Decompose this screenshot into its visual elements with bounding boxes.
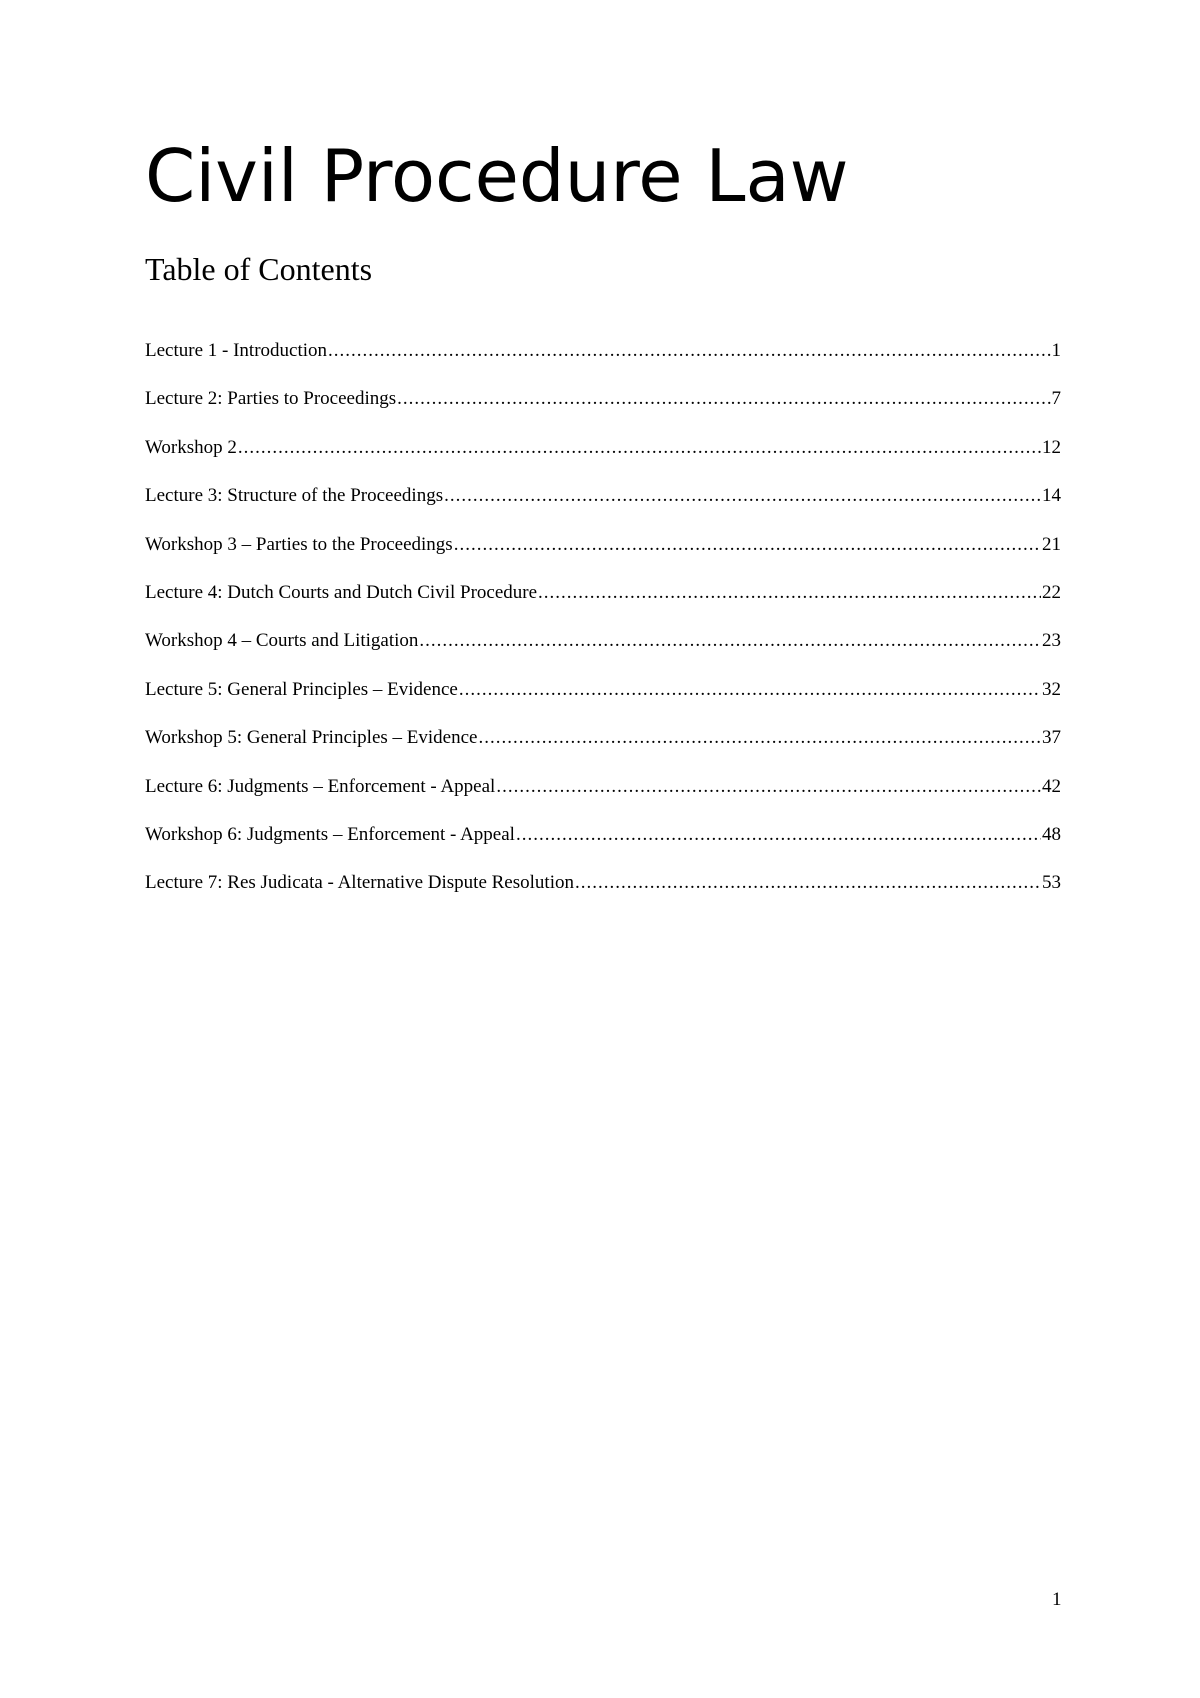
toc-entry-page: 22 (1042, 581, 1061, 603)
toc-entry[interactable] (145, 776, 1061, 824)
toc-entry[interactable] (145, 679, 1061, 727)
toc-entry-page: 32 (1042, 678, 1061, 700)
toc-entry-title: Lecture 7: Res Judicata - Alternative Dispute Resolution (145, 872, 574, 894)
toc-dot-leader (575, 872, 1041, 894)
toc-entry[interactable] (145, 388, 1061, 436)
table-of-contents (145, 340, 1061, 921)
toc-dot-leader (454, 534, 1041, 556)
toc-entry[interactable] (145, 824, 1061, 872)
toc-entry[interactable] (145, 340, 1061, 388)
toc-entry[interactable] (145, 872, 1061, 920)
toc-dot-leader (538, 582, 1041, 604)
toc-dot-leader (516, 824, 1041, 846)
toc-entry[interactable] (145, 727, 1061, 775)
toc-entry-title: Workshop 2 (145, 436, 237, 458)
toc-dot-leader (444, 485, 1041, 507)
page-number: 1 (1052, 1589, 1062, 1610)
toc-entry-page: 42 (1042, 775, 1061, 797)
toc-entry-page: 23 (1042, 630, 1061, 652)
toc-entry-page: 14 (1042, 485, 1061, 507)
toc-entry-page: 12 (1042, 436, 1061, 458)
toc-heading: Table of Contents (145, 251, 373, 287)
toc-entry[interactable] (145, 437, 1061, 485)
toc-dot-leader (459, 679, 1041, 701)
document-title: Civil Procedure Law (145, 134, 849, 218)
toc-dot-leader (478, 727, 1041, 749)
toc-dot-leader (397, 388, 1050, 410)
toc-entry-title: Workshop 6: Judgments – Enforcement - Appeal (145, 823, 515, 845)
toc-entry[interactable] (145, 534, 1061, 582)
toc-entry-title: Lecture 6: Judgments – Enforcement - Appeal (145, 775, 496, 797)
toc-entry-title: Workshop 5: General Principles – Evidence (145, 727, 478, 749)
toc-entry-page: 21 (1042, 533, 1061, 555)
toc-entry-page: 37 (1042, 727, 1061, 749)
toc-entry-title: Lecture 4: Dutch Courts and Dutch Civil Procedure (145, 581, 538, 603)
toc-entry-title: Workshop 4 – Courts and Litigation (145, 630, 419, 652)
toc-entry-title: Lecture 3: Structure of the Proceedings (145, 485, 444, 507)
toc-entry[interactable] (145, 630, 1061, 678)
toc-dot-leader (496, 776, 1041, 798)
toc-entry-title: Lecture 5: General Principles – Evidence (145, 678, 458, 700)
toc-entry-title: Lecture 1 - Introduction (145, 340, 328, 361)
toc-entry[interactable] (145, 485, 1061, 533)
toc-dot-leader (419, 630, 1041, 652)
toc-entry[interactable] (145, 582, 1061, 630)
toc-entry-page: 7 (1051, 388, 1061, 410)
toc-entry-page: 53 (1042, 872, 1061, 894)
toc-dot-leader (238, 437, 1041, 459)
toc-dot-leader (328, 340, 1050, 362)
toc-entry-page: 48 (1042, 823, 1061, 845)
toc-entry-page: 1 (1051, 340, 1061, 361)
toc-entry-title: Lecture 2: Parties to Proceedings (145, 388, 397, 410)
toc-entry-title: Workshop 3 – Parties to the Proceedings (145, 533, 453, 555)
